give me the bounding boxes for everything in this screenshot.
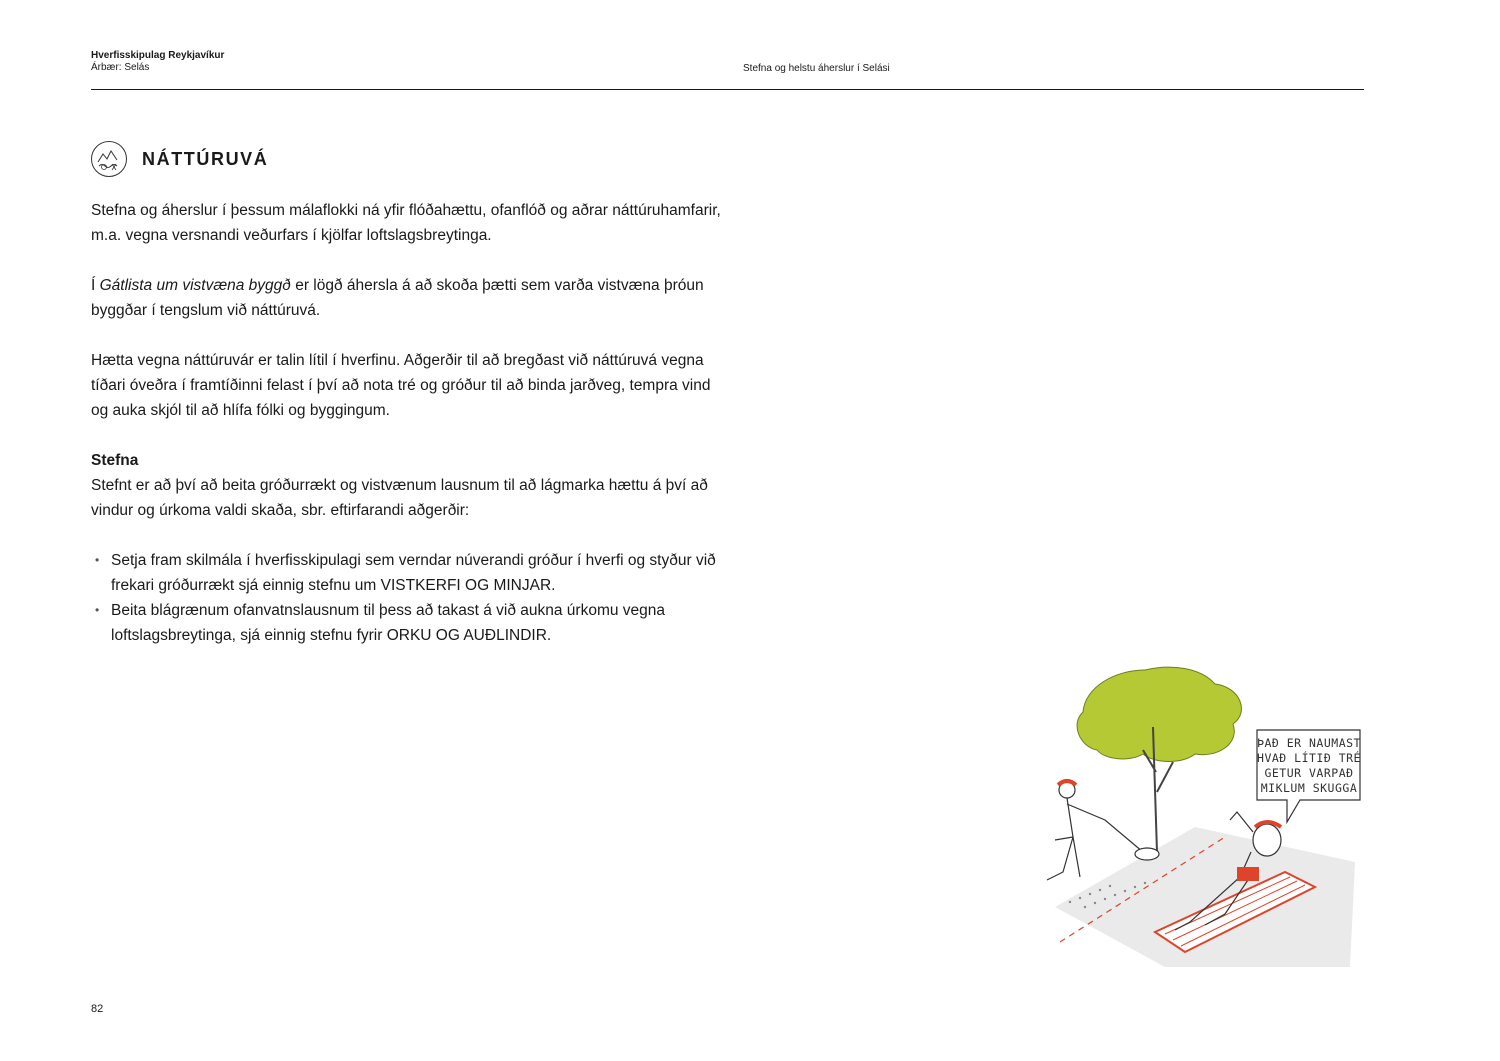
tree-shade-illustration [1025, 662, 1370, 977]
list-item: • Setja fram skilmála í hverfisskipulagi sem verndar núverandi gróður í hverfi og styður við frekari gróðurrækt sjá einnig stefnu um VISTKERFI OG MINJAR. [91, 548, 731, 598]
speech-line: GETUR VARPAÐ [1264, 766, 1354, 780]
ground-shadow [1055, 827, 1355, 967]
page-number: 82 [91, 1003, 104, 1015]
header-divider [91, 89, 1364, 90]
tree-foliage [1077, 667, 1241, 761]
section-title: NÁTTÚRUVÁ [142, 149, 269, 169]
district-name: Árbær: Selás [91, 62, 150, 73]
policy-paragraph: Stefnt er að því að beita gróðurrækt og vistvænum lausnum til að lágmarka hættu á því að vindur og úrkoma valdi skaða, sbr. eftirfarandi aðgerðir: [91, 477, 708, 519]
section-header: Stefna og helstu áherslur í Selási [743, 63, 890, 74]
speech-line: MIKLUM SKUGGA [1260, 781, 1358, 795]
list-item: • Beita blágrænum ofanvatnslausnum til þess að takast á við aukna úrkomu vegna loftslagsbreytinga, sjá einnig stefnu fyrir ORKU OG AUÐLINDIR. [91, 598, 731, 648]
action-list [91, 548, 731, 648]
speech-text [1257, 736, 1361, 795]
speech-line: HVAÐ LÍTIÐ TRÉ [1257, 751, 1361, 765]
risk-paragraph: Hætta vegna náttúruvár er talin lítil í hverfinu. Aðgerðir til að bregðast við náttúruvá vegna tíðari óveðra í framtíðinni felast í því að nota tré og gróður til að binda jarðveg, tempra vind og auka skjól til að hlífa fólki og byggingum. [91, 352, 711, 419]
body-text [91, 198, 731, 648]
intro-paragraph: Stefna og áherslur í þessum málaflokki ná yfir flóðahættu, ofanflóð og aðrar náttúruhamfarir, m.a. vegna versnandi veðurfars í kjölfar loftslagsbreytinga. [91, 202, 721, 244]
mountain-wave-icon [90, 140, 128, 178]
speech-line: ÞAÐ ER NAUMAST [1257, 736, 1361, 750]
publication-title: Hverfisskipulag Reykjavíkur [91, 50, 225, 61]
running-header [91, 50, 224, 74]
checklist-title: Gátlista um vistvæna byggð [99, 277, 291, 294]
checklist-paragraph: Í Gátlista um vistvæna byggð er lögð áhersla á að skoða þætti sem varða vistvæna þróun byggðar í tengslum við náttúruvá. [91, 277, 704, 319]
policy-subheading: Stefna [91, 452, 139, 469]
